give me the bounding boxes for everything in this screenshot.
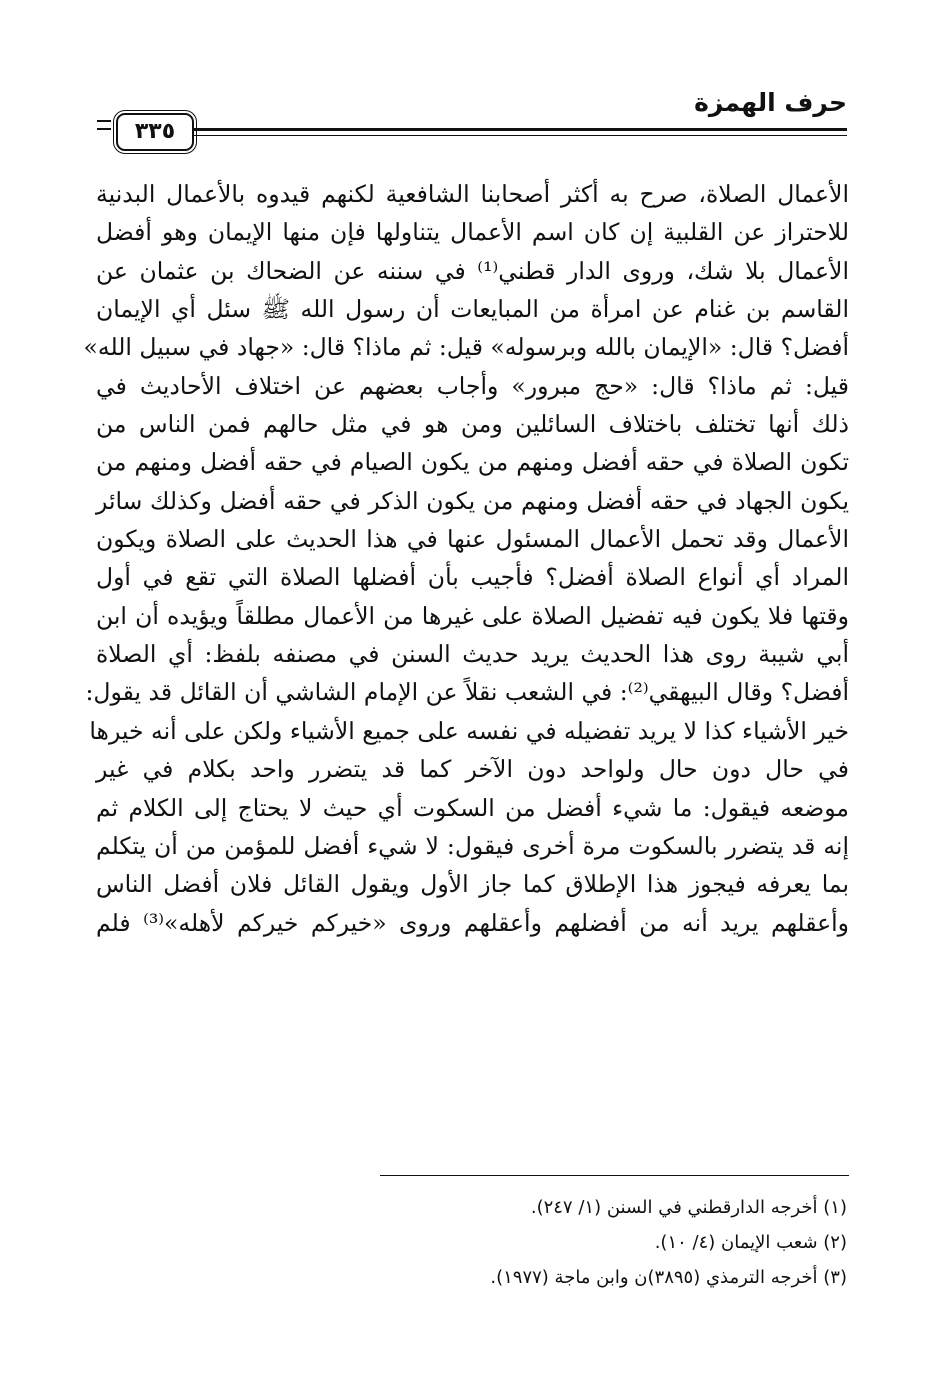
body-line: خير الأشياء كذا لا يريد تفضيله في نفسه على جميع الأشياء ولكن على أنه خيرها bbox=[89, 716, 849, 745]
body-line: أفضل؟ وقال البيهقي⁽²⁾: في الشعب نقلاً عن الإمام الشاشي أن القائل قد يقول: bbox=[85, 678, 849, 707]
body-line: في حال دون حال ولواحد دون الآخر كما قد يتضرر واحد بكلام في غير bbox=[96, 755, 849, 784]
body-line: تكون الصلاة في حقه أفضل ومنهم من يكون الصيام في حقه أفضل ومنهم من bbox=[96, 448, 849, 477]
header-rule-thin bbox=[188, 135, 847, 136]
body-line: وقتها فلا يكون فيه تفضيل الصلاة على غيرها من الأعمال مطلقاً ويؤيده أن ابن bbox=[96, 601, 849, 630]
body-line: الأعمال وقد تحمل الأعمال المسئول عنها في هذا الحديث على الصلاة ويكون bbox=[96, 525, 849, 554]
body-line: وأعقلهم يريد أنه من أفضلهم وأعقلهم وروى «خيركم خيركم لأهله»⁽³⁾ فلم bbox=[96, 908, 849, 937]
body-line: إنه قد يتضرر بالسكوت مرة أخرى فيقول: لا شيء أفضل للمؤمن من أن يتكلم bbox=[96, 831, 849, 860]
body-line: المراد أي أنواع الصلاة أفضل؟ فأجيب بأن أفضلها الصلاة التي تقع في أول bbox=[96, 563, 849, 592]
body-line: ذلك أنها تختلف باختلاف السائلين ومن هو في مثل حالهم فمن الناس من bbox=[96, 410, 849, 439]
body-line: القاسم بن غنام عن امرأة من المبايعات أن رسول الله ﷺ سئل أي الإيمان bbox=[96, 295, 849, 324]
footnote-2: (٢) شعب الإيمان (٤/ ١٠). bbox=[654, 1232, 847, 1253]
running-header-title: حرف الهمزة bbox=[694, 88, 847, 117]
body-line: موضعه فيقول: ما شيء أفضل من السكوت أي حيث لا يحتاج إلى الكلام ثم bbox=[96, 793, 849, 822]
footnote-3: (٣) أخرجه الترمذي (٣٨٩٥)ن وابن ماجة (١٩٧٧). bbox=[490, 1267, 847, 1288]
header-ornament bbox=[97, 120, 111, 136]
page-number: ٣٣٥ bbox=[116, 113, 194, 151]
body-line: أبي شيبة روى هذا الحديث يريد حديث السنن في مصنفه بلفظ: أي الصلاة bbox=[96, 640, 849, 669]
footnote-separator bbox=[380, 1175, 849, 1176]
body-text bbox=[83, 175, 849, 942]
body-line: الأعمال الصلاة، صرح به أكثر أصحابنا الشافعية لكنهم قيدوه بالأعمال البدنية bbox=[96, 180, 849, 208]
footnotes bbox=[150, 1190, 847, 1295]
header-rule-thick bbox=[188, 128, 847, 131]
body-line: بما يعرفه فيجوز هذا الإطلاق كما جاز الأول ويقول القائل فلان أفضل الناس bbox=[96, 870, 849, 899]
body-line: الأعمال بلا شك، وروى الدار قطني⁽¹⁾ في سننه عن الضحاك بن عثمان عن bbox=[96, 256, 849, 285]
footnote-1: (١) أخرجه الدارقطني في السنن (١/ ٢٤٧). bbox=[530, 1197, 847, 1218]
body-line: أفضل؟ قال: «الإيمان بالله وبرسوله» قيل: ثم ماذا؟ قال: «جهاد في سبيل الله» bbox=[83, 333, 849, 362]
body-line: يكون الجهاد في حقه أفضل ومنهم من يكون الذكر في حقه أفضل وكذلك سائر bbox=[96, 486, 849, 515]
body-line: قيل: ثم ماذا؟ قال: «حج مبرور» وأجاب بعضهم عن اختلاف الأحاديث في bbox=[96, 371, 849, 400]
body-line: للاحتراز عن القلبية إن كان اسم الأعمال يتناولها فإن منها الإيمان وهو أفضل bbox=[96, 218, 849, 247]
